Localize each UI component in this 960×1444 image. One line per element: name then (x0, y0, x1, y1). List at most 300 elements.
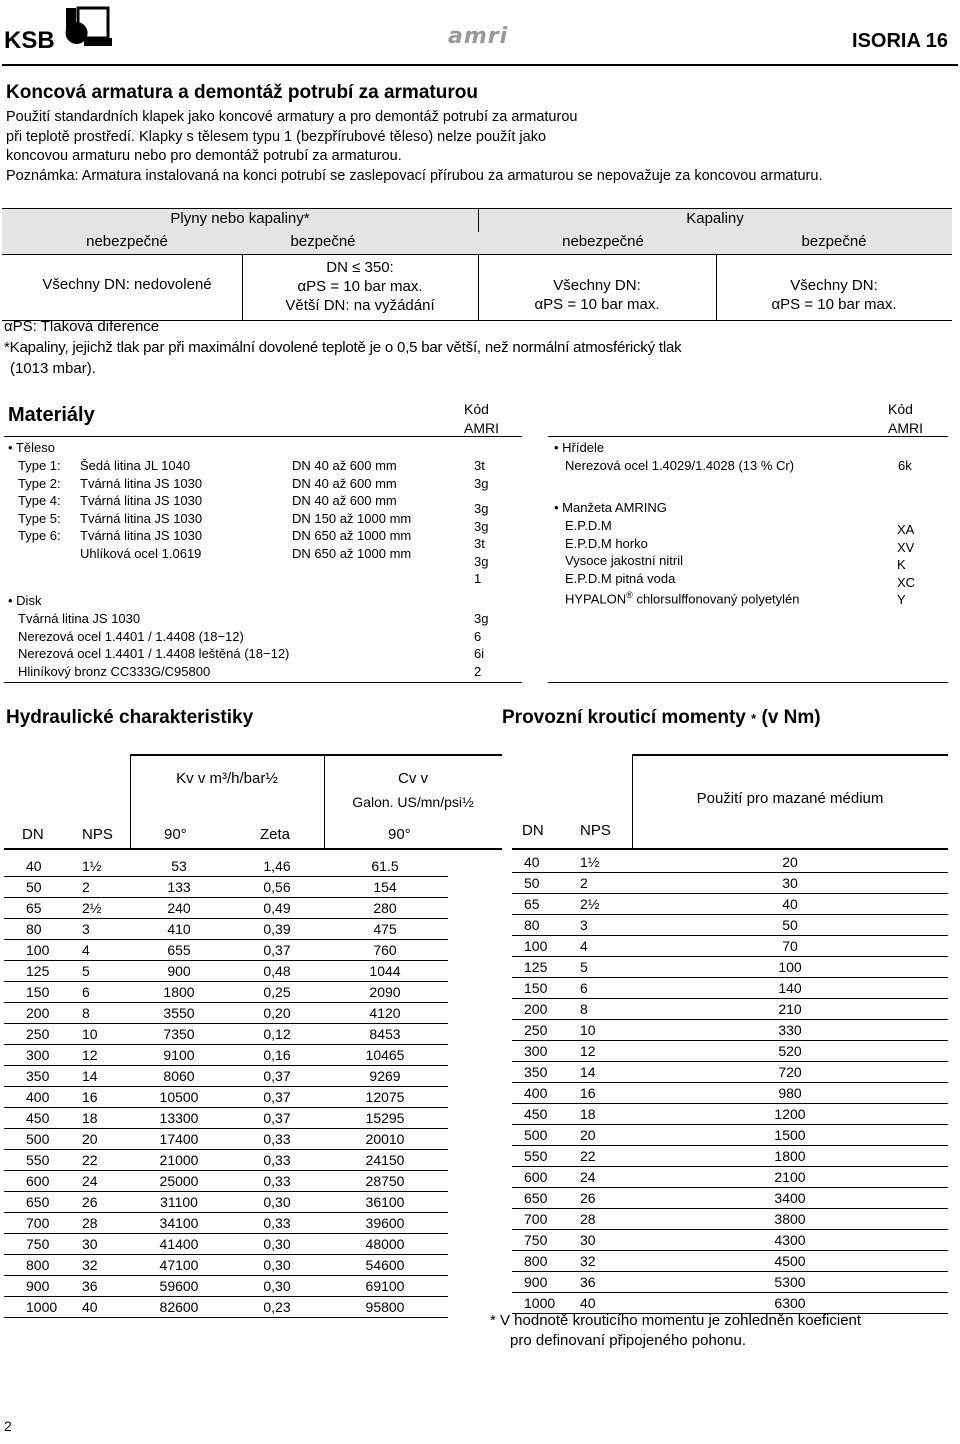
material-code: XC (897, 574, 916, 590)
code-label: AMRI (464, 420, 499, 436)
table-row (4, 1087, 448, 1108)
amri-brand: amri (448, 24, 509, 49)
table-cell: 20 (562, 1125, 632, 1146)
table-cell: 2 (562, 873, 632, 894)
table-cell: 800 (512, 1251, 562, 1272)
table-cell: 0,33 (232, 1213, 322, 1234)
table-cell: 18 (64, 1108, 126, 1129)
table-row (512, 1146, 948, 1167)
intro-text (6, 108, 946, 186)
table-cell: 16 (64, 1087, 126, 1108)
table-cell: 36 (562, 1272, 632, 1293)
table-cell: 0,30 (232, 1276, 322, 1297)
table-cell: 1044 (322, 961, 448, 982)
table-cell: 200 (512, 999, 562, 1020)
table-cell: 0,12 (232, 1024, 322, 1045)
table-cell: 4120 (322, 1003, 448, 1024)
table-cell: 50 (632, 915, 948, 936)
table-row (4, 1045, 448, 1066)
cell-line: Všechny DN: (553, 277, 641, 294)
table-cell: 40 (4, 856, 64, 877)
kv-header: Kv v m³/h/bar½ (176, 770, 278, 787)
table-cell: 61.5 (322, 856, 448, 877)
cell-line: Větší DN: na vyžádání (285, 297, 435, 314)
hydraulic-table-header (4, 754, 502, 850)
table-cell: 48000 (322, 1234, 448, 1255)
table-cell: 750 (512, 1230, 562, 1251)
note-liquids: *Kapaliny, jejichž tlak par při maximální dovolené teplotě je o 0,5 bar větší, než normální atmosférický tlak (4, 339, 682, 356)
table-row (512, 1209, 948, 1230)
table-cell: 12075 (322, 1087, 448, 1108)
torque-table (512, 852, 948, 1314)
table-row (512, 915, 948, 936)
material-code: 3g (474, 611, 489, 626)
table-cell: 0,30 (232, 1234, 322, 1255)
table-cell: 2½ (64, 898, 126, 919)
table-cell: 750 (4, 1234, 64, 1255)
table-cell: 28 (562, 1209, 632, 1230)
intro-line: Poznámka: Armatura instalovaná na konci potrubí se zaslepovací přírubou za armaturou se nepovažuje za koncovou armaturu. (6, 167, 823, 184)
table-row (4, 940, 448, 961)
type-label: Type 6: (18, 528, 61, 543)
liner-material: E.P.D.M pitná voda (565, 570, 676, 586)
table-cell: 900 (4, 1276, 64, 1297)
table-cell: 4300 (632, 1230, 948, 1251)
material-code: 3g (474, 518, 489, 534)
table-row (512, 1083, 948, 1104)
table-cell: 65 (4, 898, 64, 919)
table-cell: 40 (632, 894, 948, 915)
torque-table-header (512, 754, 948, 850)
table-row (512, 852, 948, 873)
table-row (4, 1066, 448, 1087)
table-cell: 24150 (322, 1150, 448, 1171)
table-row (4, 1234, 448, 1255)
liner-material-hypalon (565, 587, 800, 608)
table-cell: 720 (632, 1062, 948, 1083)
table-cell: 0,33 (232, 1129, 322, 1150)
table-row (512, 873, 948, 894)
col-dn: DN (522, 822, 544, 839)
table-cell: 32 (64, 1255, 126, 1276)
type-material: Tvárná litina JS 1030 (80, 528, 203, 543)
table-cell: 0,30 (232, 1192, 322, 1213)
table-cell: 5 (64, 961, 126, 982)
liner-material: Vysoce jakostní nitril (565, 553, 684, 568)
header-divider (2, 64, 958, 66)
table-cell: 36 (64, 1276, 126, 1297)
material-code: 3t (474, 536, 485, 551)
material-code: 6 (474, 628, 482, 644)
table-cell: 15295 (322, 1108, 448, 1129)
table-cell: 5300 (632, 1272, 948, 1293)
table-cell: 700 (4, 1213, 64, 1234)
table-cell: 900 (512, 1272, 562, 1293)
table-cell: 133 (126, 877, 232, 898)
type-dn: DN 650 až 1000 mm (292, 545, 412, 561)
table-cell: 200 (4, 1003, 64, 1024)
table-cell: 700 (512, 1209, 562, 1230)
material-code: 6k (898, 458, 912, 473)
table-cell: 40 (64, 1297, 126, 1318)
table-cell: 50 (4, 877, 64, 898)
cell-line: Všechny DN: (790, 277, 878, 294)
table-cell: 350 (512, 1062, 562, 1083)
table-cell: 0,30 (232, 1255, 322, 1276)
hypalon-desc: chlorsulffonovaný polyetylén (636, 591, 800, 607)
table-row (512, 1230, 948, 1251)
disk-material: Hliníkový bronz CC333G/C95800 (18, 663, 211, 679)
table-cell: 50 (512, 873, 562, 894)
material-code: 3g (474, 501, 489, 516)
type-label: Type 2: (18, 475, 61, 491)
table-cell: 150 (512, 978, 562, 999)
shaft-heading: • Hřídele (554, 440, 605, 455)
col-safe-1: bezpečné (290, 233, 356, 250)
lubricated-header: Použití pro mazané médium (696, 790, 884, 807)
table-cell: 450 (4, 1108, 64, 1129)
table-row (4, 982, 448, 1003)
table-cell: 1500 (632, 1125, 948, 1146)
table-cell: 20 (64, 1129, 126, 1150)
table-cell: 125 (4, 961, 64, 982)
table-cell: 14 (64, 1066, 126, 1087)
material-code: 3g (474, 475, 489, 491)
col-dangerous-2: nebezpečné (562, 233, 644, 250)
cell-dangerous-liquid (478, 276, 716, 314)
table-cell: 18 (562, 1104, 632, 1125)
table-cell: 0,37 (232, 1066, 322, 1087)
table-cell: 240 (126, 898, 232, 919)
table-cell: 410 (126, 919, 232, 940)
intro-line: koncovou armaturu nebo pro demontáž potrubí za armaturou. (6, 148, 402, 164)
table-cell: 1,46 (232, 856, 322, 877)
table-cell: 12 (64, 1045, 126, 1066)
material-code: 6i (474, 646, 485, 661)
group-gas-liquid: Plyny nebo kapaliny* (170, 210, 310, 227)
table-row (512, 1020, 948, 1041)
table-cell: 650 (4, 1192, 64, 1213)
footnote-line: * V hodnotě krouticího momentu je zohledněn koeficient (490, 1312, 862, 1329)
table-cell: 0,56 (232, 877, 322, 898)
svg-text:KSB: KSB (4, 27, 55, 50)
table-cell: 100 (4, 940, 64, 961)
table-cell: 24 (562, 1167, 632, 1188)
material-code: XA (897, 522, 915, 537)
intro-line: Použití standardních klapek jako koncové armatury a pro demontáž potrubí za armaturou (6, 109, 578, 125)
table-cell: 40 (512, 852, 562, 873)
table-cell: 400 (512, 1083, 562, 1104)
torque-unit: (v Nm) (761, 707, 821, 728)
type-dn: DN 40 až 600 mm (292, 475, 397, 491)
table-cell: 250 (512, 1020, 562, 1041)
table-cell: 10 (562, 1020, 632, 1041)
cell-line: αPS = 10 bar max. (534, 296, 660, 313)
table-cell: 20 (632, 852, 948, 873)
type-dn: DN 40 až 600 mm (292, 458, 397, 473)
torque-title (502, 707, 821, 729)
table-row (512, 978, 948, 999)
table-cell: 22 (64, 1150, 126, 1171)
table-cell: 95800 (322, 1297, 448, 1318)
cell-line: αPS = 10 bar max. (297, 278, 423, 295)
table-cell: 80 (4, 919, 64, 940)
table-cell: 25000 (126, 1171, 232, 1192)
table-cell: 21000 (126, 1150, 232, 1171)
table-cell: 22 (562, 1146, 632, 1167)
table-cell: 100 (512, 936, 562, 957)
table-cell: 10465 (322, 1045, 448, 1066)
table-cell: 17400 (126, 1129, 232, 1150)
table-cell: 32 (562, 1251, 632, 1272)
col-nps: NPS (580, 822, 611, 839)
table-row (4, 1192, 448, 1213)
table-cell: 53 (126, 856, 232, 877)
disk-material: Nerezová ocel 1.4401 / 1.4408 leštěná (18−12) (18, 646, 290, 661)
table-cell: 80 (512, 915, 562, 936)
table-cell: 3800 (632, 1209, 948, 1230)
table-cell: 0,20 (232, 1003, 322, 1024)
table-cell: 140 (632, 978, 948, 999)
note-liquids-cont: (1013 mbar). (10, 360, 96, 377)
material-code: 3g (474, 553, 489, 569)
table-cell: 1½ (562, 852, 632, 873)
table-row (512, 957, 948, 978)
group-liquid: Kapaliny (686, 210, 744, 227)
table-row (512, 1062, 948, 1083)
table-row (512, 1188, 948, 1209)
table-cell: 760 (322, 940, 448, 961)
table-cell: 900 (126, 961, 232, 982)
liner-heading: • Manžeta AMRING (554, 500, 667, 515)
table-cell: 26 (64, 1192, 126, 1213)
table-row (4, 1024, 448, 1045)
table-cell: 280 (322, 898, 448, 919)
table-cell: 82600 (126, 1297, 232, 1318)
table-cell: 980 (632, 1083, 948, 1104)
table-cell: 800 (4, 1255, 64, 1276)
ksb-logo-icon (4, 4, 114, 50)
intro-line: při teplotě prostředí. Klapky s tělesem typu 1 (bezpřírubové těleso) nelze použít jako (6, 128, 547, 145)
table-cell: 34100 (126, 1213, 232, 1234)
table-cell: 0,25 (232, 982, 322, 1003)
table-row (4, 1276, 448, 1297)
disk-material: Nerezová ocel 1.4401 / 1.4408 (18−12) (18, 628, 244, 644)
hypalon-label: HYPALON (565, 591, 627, 607)
material-code: Y (897, 592, 906, 607)
table-row (4, 961, 448, 982)
table-row (4, 1003, 448, 1024)
table-cell: 0,37 (232, 1087, 322, 1108)
note-alpha-ps: αPS: Tlaková diference (4, 318, 160, 335)
hydraulic-table (4, 856, 448, 1318)
table-cell: 210 (632, 999, 948, 1020)
disk-heading: • Disk (8, 593, 42, 608)
type-dn: DN 650 až 1000 mm (292, 528, 412, 543)
torque-star: * (751, 711, 757, 726)
table-cell: 550 (4, 1150, 64, 1171)
table-cell: 100 (632, 957, 948, 978)
material-code: 3t (474, 458, 485, 473)
cv-unit: Galon. US/mn/psi½ (352, 794, 474, 810)
cell-safe-liquid (716, 276, 952, 314)
cell-not-allowed: Všechny DN: nedovolené (42, 276, 212, 293)
liner-material: E.P.D.M (565, 518, 612, 533)
table-cell: 28 (64, 1213, 126, 1234)
materials-title: Materiály (8, 404, 95, 426)
table-row (512, 1041, 948, 1062)
table-row (512, 936, 948, 957)
table-cell: 0,39 (232, 919, 322, 940)
table-cell: 70 (632, 936, 948, 957)
table-cell: 28750 (322, 1171, 448, 1192)
type-dn: DN 150 až 1000 mm (292, 510, 412, 526)
liner-material: E.P.D.M horko (565, 535, 648, 551)
table-cell: 65 (512, 894, 562, 915)
table-cell: 54600 (322, 1255, 448, 1276)
table-cell: 5 (562, 957, 632, 978)
table-cell: 59600 (126, 1276, 232, 1297)
code-header-2 (888, 400, 923, 438)
table-cell: 1000 (4, 1297, 64, 1318)
material-code: 1 (474, 571, 482, 586)
table-cell: 0,33 (232, 1171, 322, 1192)
material-code: XV (897, 539, 915, 555)
shaft-material: Nerezová ocel 1.4029/1.4028 (13 % Cr) (565, 458, 795, 473)
table-cell: 36100 (322, 1192, 448, 1213)
col-dangerous-1: nebezpečné (86, 233, 168, 250)
type-material: Uhlíková ocel 1.0619 (80, 545, 202, 561)
table-row (512, 894, 948, 915)
table-cell: 13300 (126, 1108, 232, 1129)
table-cell: 250 (4, 1024, 64, 1045)
table-cell: 24 (64, 1171, 126, 1192)
type-material: Tvárná litina JS 1030 (80, 475, 203, 491)
table-cell: 600 (512, 1167, 562, 1188)
code-label: Kód (888, 401, 913, 417)
table-row (512, 1125, 948, 1146)
body-heading: • Těleso (8, 440, 55, 455)
col-nps: NPS (82, 826, 113, 843)
table-cell: 1½ (64, 856, 126, 877)
table-cell: 8 (562, 999, 632, 1020)
table-row (4, 856, 448, 877)
table-cell: 16 (562, 1083, 632, 1104)
table-cell: 39600 (322, 1213, 448, 1234)
table-row (4, 898, 448, 919)
table-cell: 8 (64, 1003, 126, 1024)
series-title: ISORIA 16 (852, 30, 948, 52)
code-label: Kód (464, 401, 489, 417)
table-cell: 20010 (322, 1129, 448, 1150)
type-material: Tvárná litina JS 1030 (80, 510, 203, 526)
code-header-1 (464, 400, 499, 438)
table-row (4, 877, 448, 898)
col-dn: DN (22, 826, 44, 843)
table-cell: 0,33 (232, 1150, 322, 1171)
type-material: Tvárná litina JS 1030 (80, 493, 203, 508)
table-cell: 1800 (632, 1146, 948, 1167)
table-cell: 4500 (632, 1251, 948, 1272)
cell-line: αPS = 10 bar max. (771, 296, 897, 313)
type-dn: DN 40 až 600 mm (292, 493, 397, 508)
type-label: Type 4: (18, 493, 61, 508)
table-cell: 400 (4, 1087, 64, 1108)
disk-material: Tvárná litina JS 1030 (18, 611, 141, 626)
table-row (512, 1272, 948, 1293)
table-cell: 2 (64, 877, 126, 898)
table-cell: 9269 (322, 1066, 448, 1087)
table-cell: 2100 (632, 1167, 948, 1188)
table-row (512, 1167, 948, 1188)
col-kv-90: 90° (164, 826, 187, 843)
type-label: Type 5: (18, 510, 61, 526)
table-cell: 30 (562, 1230, 632, 1251)
table-cell: 31100 (126, 1192, 232, 1213)
table-cell: 3400 (632, 1188, 948, 1209)
table-cell: 0,16 (232, 1045, 322, 1066)
cell-line: DN ≤ 350: (326, 259, 394, 276)
table-cell: 7350 (126, 1024, 232, 1045)
table-cell: 1000 (512, 1293, 562, 1314)
table-cell: 0,37 (232, 1108, 322, 1129)
table-row (4, 1150, 448, 1171)
table-cell: 3550 (126, 1003, 232, 1024)
col-cv-90: 90° (388, 826, 411, 843)
media-table (2, 208, 952, 320)
table-cell: 300 (4, 1045, 64, 1066)
table-row (4, 1255, 448, 1276)
table-cell: 655 (126, 940, 232, 961)
table-cell: 150 (4, 982, 64, 1003)
table-cell: 41400 (126, 1234, 232, 1255)
table-cell: 2090 (322, 982, 448, 1003)
table-row (512, 999, 948, 1020)
table-cell: 650 (512, 1188, 562, 1209)
table-cell: 8453 (322, 1024, 448, 1045)
material-code: 2 (474, 663, 482, 679)
table-cell: 1200 (632, 1104, 948, 1125)
col-safe-2: bezpečné (801, 233, 867, 250)
table-cell: 30 (632, 873, 948, 894)
table-cell: 600 (4, 1171, 64, 1192)
table-cell: 520 (632, 1041, 948, 1062)
table-cell: 0,49 (232, 898, 322, 919)
section-title-end-fitting: Koncová armatura a demontáž potrubí za armaturou (6, 82, 478, 103)
code-label: AMRI (888, 420, 923, 436)
table-cell: 2½ (562, 894, 632, 915)
table-cell: 475 (322, 919, 448, 940)
type-material: Šedá litina JL 1040 (80, 458, 191, 473)
torque-footnote (490, 1311, 861, 1351)
table-cell: 500 (512, 1125, 562, 1146)
cv-header: Cv v (398, 770, 428, 787)
table-row (4, 1129, 448, 1150)
torque-title-text: Provozní krouticí momenty (502, 707, 746, 728)
table-row (4, 1108, 448, 1129)
table-cell: 10 (64, 1024, 126, 1045)
table-cell: 0,37 (232, 940, 322, 961)
table-cell: 125 (512, 957, 562, 978)
table-row (512, 1251, 948, 1272)
table-cell: 26 (562, 1188, 632, 1209)
type-label: Type 1: (18, 458, 61, 473)
table-cell: 3 (64, 919, 126, 940)
table-cell: 9100 (126, 1045, 232, 1066)
table-cell: 500 (4, 1129, 64, 1150)
table-cell: 4 (562, 936, 632, 957)
table-cell: 350 (4, 1066, 64, 1087)
